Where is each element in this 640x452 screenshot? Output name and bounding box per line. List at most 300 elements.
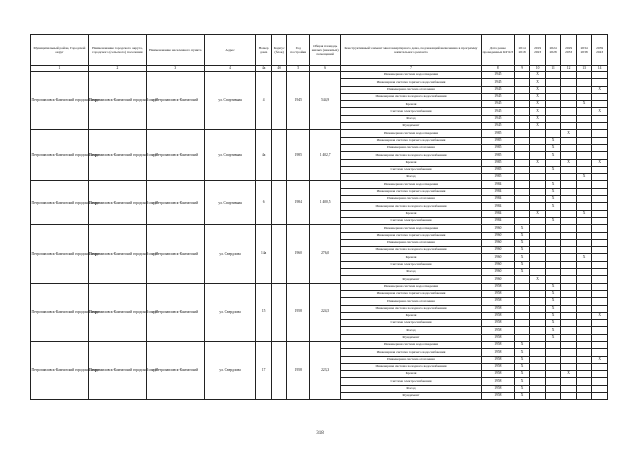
period-mark-cell: X bbox=[576, 210, 592, 217]
period-mark-cell bbox=[514, 188, 530, 195]
period-mark-cell bbox=[576, 166, 592, 173]
period-mark-cell bbox=[530, 349, 546, 356]
period-mark-cell bbox=[592, 72, 608, 79]
period-mark-cell bbox=[545, 261, 561, 268]
period-mark-cell: X bbox=[592, 312, 608, 319]
period-mark-cell bbox=[561, 349, 577, 356]
year-built-cell: 1960 bbox=[287, 225, 310, 283]
period-mark-cell bbox=[561, 341, 577, 348]
period-mark-cell bbox=[576, 159, 592, 166]
period-mark-cell bbox=[545, 101, 561, 108]
period-mark-cell bbox=[561, 86, 577, 93]
period-mark-cell: X bbox=[545, 203, 561, 210]
period-mark-cell bbox=[592, 320, 608, 327]
district-cell: Петропавловск-Камчатский городской округ bbox=[31, 130, 89, 181]
settlement-cell: Петропавловск-Камчатский городской округ bbox=[88, 341, 146, 399]
period-mark-cell: X bbox=[545, 334, 561, 341]
period-mark-cell bbox=[592, 371, 608, 378]
element-name-cell: Кровля bbox=[341, 371, 482, 378]
period-mark-cell bbox=[592, 225, 608, 232]
period-mark-cell bbox=[592, 79, 608, 86]
period-mark-cell: X bbox=[545, 312, 561, 319]
element-name-cell: Фундамент bbox=[341, 123, 482, 130]
period-mark-cell bbox=[530, 254, 546, 261]
period-mark-cell: X bbox=[530, 210, 546, 217]
period-mark-cell bbox=[530, 356, 546, 363]
house-number-cell: 4а bbox=[256, 130, 272, 181]
period-mark-cell: X bbox=[530, 276, 546, 283]
period-mark-cell bbox=[545, 393, 561, 400]
period-mark-cell bbox=[561, 385, 577, 392]
col-header: Наименование населенного пункта bbox=[146, 35, 204, 66]
period-mark-cell bbox=[545, 254, 561, 261]
period-mark-cell bbox=[576, 261, 592, 268]
prev-repair-date-cell: 1958 bbox=[481, 378, 514, 385]
area-cell: 544,9 bbox=[310, 72, 341, 130]
period-mark-cell bbox=[561, 188, 577, 195]
period-mark-cell bbox=[576, 298, 592, 305]
col-header: Муниципальный район, Городской округ bbox=[31, 35, 89, 66]
period-mark-cell bbox=[576, 123, 592, 130]
block-cell bbox=[271, 341, 287, 399]
table-row bbox=[31, 283, 608, 290]
period-mark-cell bbox=[592, 137, 608, 144]
period-mark-cell bbox=[530, 298, 546, 305]
period-mark-cell bbox=[545, 247, 561, 254]
prev-repair-date-cell: 1945 bbox=[481, 115, 514, 122]
period-mark-cell bbox=[514, 203, 530, 210]
period-mark-cell bbox=[514, 320, 530, 327]
prev-repair-date-cell: 1958 bbox=[481, 371, 514, 378]
period-mark-cell bbox=[561, 269, 577, 276]
period-mark-cell bbox=[545, 371, 561, 378]
col-number: 4 bbox=[204, 66, 256, 72]
prev-repair-date-cell: 1958 bbox=[481, 290, 514, 297]
prev-repair-date-cell: 1958 bbox=[481, 349, 514, 356]
period-mark-cell bbox=[561, 72, 577, 79]
prev-repair-date-cell: 1958 bbox=[481, 363, 514, 370]
period-mark-cell bbox=[561, 217, 577, 224]
element-name-cell: Инженерная система отопления bbox=[341, 239, 482, 246]
period-mark-cell: X bbox=[530, 101, 546, 108]
period-mark-cell: X bbox=[576, 101, 592, 108]
period-mark-cell bbox=[561, 181, 577, 188]
settlement-cell: Петропавловск-Камчатский городской округ bbox=[88, 130, 146, 181]
period-mark-cell bbox=[561, 393, 577, 400]
block-cell bbox=[271, 225, 287, 283]
period-mark-cell bbox=[592, 123, 608, 130]
element-name-cell: Система электроснабжения bbox=[341, 320, 482, 327]
year-built-cell: 1945 bbox=[287, 72, 310, 130]
period-mark-cell bbox=[514, 137, 530, 144]
period-mark-cell bbox=[576, 232, 592, 239]
period-mark-cell bbox=[514, 79, 530, 86]
period-mark-cell bbox=[561, 247, 577, 254]
period-mark-cell: X bbox=[530, 79, 546, 86]
prev-repair-date-cell: 1985 bbox=[481, 152, 514, 159]
prev-repair-date-cell: 1960 bbox=[481, 269, 514, 276]
period-mark-cell bbox=[561, 108, 577, 115]
prev-repair-date-cell: 1945 bbox=[481, 93, 514, 100]
element-name-cell: Инженерная система отопления bbox=[341, 298, 482, 305]
prev-repair-date-cell: 1958 bbox=[481, 327, 514, 334]
table-row bbox=[31, 225, 608, 232]
period-mark-cell bbox=[576, 334, 592, 341]
period-mark-cell bbox=[561, 152, 577, 159]
period-mark-cell bbox=[592, 152, 608, 159]
period-mark-cell bbox=[545, 115, 561, 122]
prev-repair-date-cell: 1958 bbox=[481, 334, 514, 341]
prev-repair-date-cell: 1958 bbox=[481, 320, 514, 327]
period-mark-cell bbox=[592, 144, 608, 151]
period-mark-cell bbox=[545, 130, 561, 137]
period-mark-cell bbox=[592, 166, 608, 173]
period-mark-cell bbox=[545, 159, 561, 166]
element-name-cell: Фасад bbox=[341, 115, 482, 122]
period-mark-cell bbox=[530, 166, 546, 173]
period-mark-cell bbox=[561, 196, 577, 203]
period-mark-cell bbox=[561, 93, 577, 100]
period-mark-cell: X bbox=[545, 320, 561, 327]
element-name-cell: Кровля bbox=[341, 254, 482, 261]
period-mark-cell bbox=[561, 378, 577, 385]
period-mark-cell: X bbox=[545, 137, 561, 144]
period-mark-cell bbox=[576, 378, 592, 385]
locality-cell: г. Петропавловск-Камчатский bbox=[146, 283, 204, 341]
period-mark-cell bbox=[592, 210, 608, 217]
prev-repair-date-cell: 1960 bbox=[481, 261, 514, 268]
period-mark-cell bbox=[592, 378, 608, 385]
header-row bbox=[31, 35, 608, 66]
period-mark-cell bbox=[530, 239, 546, 246]
period-mark-cell bbox=[514, 174, 530, 181]
period-mark-cell bbox=[530, 283, 546, 290]
period-mark-cell bbox=[576, 320, 592, 327]
element-name-cell: Инженерная система водоотведения bbox=[341, 130, 482, 137]
period-mark-cell bbox=[576, 393, 592, 400]
period-mark-cell bbox=[514, 130, 530, 137]
period-mark-cell bbox=[561, 320, 577, 327]
street-cell: ул. Свердлова bbox=[204, 283, 256, 341]
period-mark-cell: X bbox=[514, 269, 530, 276]
period-mark-cell bbox=[592, 232, 608, 239]
element-name-cell: Система электроснабжения bbox=[341, 217, 482, 224]
period-mark-cell bbox=[530, 305, 546, 312]
period-mark-cell bbox=[530, 174, 546, 181]
period-mark-cell: X bbox=[561, 130, 577, 137]
col-header: 2014 2018 bbox=[514, 35, 530, 66]
period-mark-cell bbox=[561, 276, 577, 283]
period-mark-cell bbox=[545, 239, 561, 246]
page-number: 318 bbox=[316, 431, 324, 436]
element-name-cell: Инженерная система горячего водоснабжения bbox=[341, 290, 482, 297]
element-name-cell: Инженерная система горячего водоснабжения bbox=[341, 188, 482, 195]
block-cell bbox=[271, 72, 287, 130]
period-mark-cell bbox=[576, 276, 592, 283]
period-mark-cell: X bbox=[545, 188, 561, 195]
period-mark-cell: X bbox=[545, 181, 561, 188]
period-mark-cell: X bbox=[592, 86, 608, 93]
prev-repair-date-cell: 1958 bbox=[481, 393, 514, 400]
col-header: Номер дома bbox=[256, 35, 272, 66]
period-mark-cell bbox=[561, 144, 577, 151]
element-name-cell: Фасад bbox=[341, 174, 482, 181]
street-cell: ул. Спортивная bbox=[204, 130, 256, 181]
element-name-cell: Система электроснабжения bbox=[341, 378, 482, 385]
col-header: 2029 2033 bbox=[561, 35, 577, 66]
period-mark-cell bbox=[530, 393, 546, 400]
period-mark-cell bbox=[576, 341, 592, 348]
period-mark-cell: X bbox=[530, 86, 546, 93]
col-number: 8 bbox=[481, 66, 514, 72]
period-mark-cell bbox=[592, 196, 608, 203]
period-mark-cell: X bbox=[514, 239, 530, 246]
element-name-cell: Фундамент bbox=[341, 334, 482, 341]
period-mark-cell bbox=[530, 247, 546, 254]
period-mark-cell: X bbox=[545, 152, 561, 159]
period-mark-cell bbox=[545, 232, 561, 239]
period-mark-cell bbox=[592, 188, 608, 195]
period-mark-cell: X bbox=[514, 378, 530, 385]
district-cell: Петропавловск-Камчатский городской округ bbox=[31, 72, 89, 130]
period-mark-cell bbox=[545, 123, 561, 130]
period-mark-cell bbox=[530, 152, 546, 159]
element-name-cell: Фундамент bbox=[341, 276, 482, 283]
district-cell: Петропавловск-Камчатский городской округ bbox=[31, 283, 89, 341]
period-mark-cell bbox=[545, 108, 561, 115]
settlement-cell: Петропавловск-Камчатский городской округ bbox=[88, 181, 146, 225]
period-mark-cell bbox=[530, 341, 546, 348]
period-mark-cell: X bbox=[592, 356, 608, 363]
col-number: 6 bbox=[310, 66, 341, 72]
col-number: 2 bbox=[88, 66, 146, 72]
col-header: Наименование городского округа, городского (сельского) поселения bbox=[88, 35, 146, 66]
period-mark-cell bbox=[530, 196, 546, 203]
locality-cell: г. Петропавловск-Камчатский bbox=[146, 72, 204, 130]
prev-repair-date-cell: 1985 bbox=[481, 159, 514, 166]
period-mark-cell: X bbox=[514, 341, 530, 348]
period-mark-cell: X bbox=[576, 254, 592, 261]
prev-repair-date-cell: 1945 bbox=[481, 72, 514, 79]
period-mark-cell: X bbox=[545, 217, 561, 224]
prev-repair-date-cell: 1960 bbox=[481, 247, 514, 254]
period-mark-cell bbox=[530, 217, 546, 224]
element-name-cell: Инженерная система горячего водоснабжения bbox=[341, 349, 482, 356]
prev-repair-date-cell: 1960 bbox=[481, 232, 514, 239]
period-mark-cell bbox=[576, 217, 592, 224]
settlement-cell: Петропавловск-Камчатский городской округ bbox=[88, 72, 146, 130]
street-cell: ул. Спортивная bbox=[204, 72, 256, 130]
period-mark-cell: X bbox=[530, 93, 546, 100]
period-mark-cell bbox=[576, 196, 592, 203]
period-mark-cell bbox=[545, 225, 561, 232]
year-built-cell: 1984 bbox=[287, 181, 310, 225]
period-mark-cell bbox=[576, 86, 592, 93]
period-mark-cell bbox=[576, 137, 592, 144]
prev-repair-date-cell: 1958 bbox=[481, 385, 514, 392]
prev-repair-date-cell: 1984 bbox=[481, 196, 514, 203]
period-mark-cell bbox=[561, 232, 577, 239]
prev-repair-date-cell: 1945 bbox=[481, 101, 514, 108]
period-mark-cell bbox=[530, 378, 546, 385]
period-mark-cell bbox=[514, 217, 530, 224]
prev-repair-date-cell: 1960 bbox=[481, 254, 514, 261]
period-mark-cell bbox=[530, 327, 546, 334]
period-mark-cell: X bbox=[514, 371, 530, 378]
period-mark-cell bbox=[514, 72, 530, 79]
period-mark-cell: X bbox=[545, 290, 561, 297]
district-cell: Петропавловск-Камчатский городской округ bbox=[31, 225, 89, 283]
year-built-cell: 1958 bbox=[287, 341, 310, 399]
period-mark-cell bbox=[576, 290, 592, 297]
settlement-cell: Петропавловск-Камчатский городской округ bbox=[88, 225, 146, 283]
period-mark-cell bbox=[561, 363, 577, 370]
prev-repair-date-cell: 1984 bbox=[481, 188, 514, 195]
period-mark-cell bbox=[592, 101, 608, 108]
period-mark-cell bbox=[514, 86, 530, 93]
period-mark-cell bbox=[592, 393, 608, 400]
element-name-cell: Фасад bbox=[341, 327, 482, 334]
period-mark-cell: X bbox=[514, 261, 530, 268]
period-mark-cell bbox=[576, 108, 592, 115]
period-mark-cell bbox=[545, 349, 561, 356]
period-mark-cell bbox=[561, 356, 577, 363]
period-mark-cell bbox=[530, 137, 546, 144]
locality-cell: г. Петропавловск-Камчатский bbox=[146, 130, 204, 181]
period-mark-cell: X bbox=[545, 298, 561, 305]
period-mark-cell bbox=[545, 93, 561, 100]
period-mark-cell bbox=[545, 356, 561, 363]
capital-repair-table bbox=[30, 34, 608, 400]
period-mark-cell bbox=[514, 283, 530, 290]
period-mark-cell bbox=[514, 196, 530, 203]
col-number: 1 bbox=[31, 66, 89, 72]
col-header: Общая площадь жилых (нежилых) помещений bbox=[310, 35, 341, 66]
period-mark-cell bbox=[592, 93, 608, 100]
period-mark-cell: X bbox=[576, 174, 592, 181]
period-mark-cell: X bbox=[514, 232, 530, 239]
period-mark-cell bbox=[530, 188, 546, 195]
prev-repair-date-cell: 1958 bbox=[481, 356, 514, 363]
period-mark-cell bbox=[561, 225, 577, 232]
period-mark-cell: X bbox=[545, 327, 561, 334]
period-mark-cell bbox=[561, 203, 577, 210]
col-header: 2039 2043 bbox=[592, 35, 608, 66]
col-header: 2024 2028 bbox=[545, 35, 561, 66]
col-header: Корпус (блок) bbox=[271, 35, 287, 66]
period-mark-cell bbox=[561, 123, 577, 130]
element-name-cell: Инженерная система водоотведения bbox=[341, 341, 482, 348]
period-mark-cell bbox=[576, 327, 592, 334]
period-mark-cell: X bbox=[561, 159, 577, 166]
prev-repair-date-cell: 1985 bbox=[481, 174, 514, 181]
period-mark-cell bbox=[561, 283, 577, 290]
prev-repair-date-cell: 1958 bbox=[481, 298, 514, 305]
table-body bbox=[31, 72, 608, 400]
element-name-cell: Инженерная система холодного водоснабжения bbox=[341, 305, 482, 312]
prev-repair-date-cell: 1985 bbox=[481, 166, 514, 173]
period-mark-cell bbox=[561, 334, 577, 341]
period-mark-cell: X bbox=[530, 108, 546, 115]
table-row bbox=[31, 181, 608, 188]
table-row bbox=[31, 130, 608, 137]
prev-repair-date-cell: 1945 bbox=[481, 79, 514, 86]
prev-repair-date-cell: 1985 bbox=[481, 137, 514, 144]
period-mark-cell bbox=[576, 188, 592, 195]
col-number: 7 bbox=[341, 66, 482, 72]
col-header: 2034 2038 bbox=[576, 35, 592, 66]
period-mark-cell bbox=[592, 298, 608, 305]
period-mark-cell bbox=[561, 305, 577, 312]
period-mark-cell bbox=[561, 312, 577, 319]
col-number: 3 bbox=[146, 66, 204, 72]
period-mark-cell bbox=[561, 166, 577, 173]
period-mark-cell: X bbox=[514, 356, 530, 363]
col-header: Дата ранее проведенных КР КЭ bbox=[481, 35, 514, 66]
period-mark-cell bbox=[592, 363, 608, 370]
period-mark-cell bbox=[592, 290, 608, 297]
prev-repair-date-cell: 1960 bbox=[481, 239, 514, 246]
period-mark-cell: X bbox=[514, 349, 530, 356]
element-name-cell: Кровля bbox=[341, 101, 482, 108]
year-built-cell: 1958 bbox=[287, 283, 310, 341]
element-name-cell: Система электроснабжения bbox=[341, 108, 482, 115]
period-mark-cell bbox=[514, 305, 530, 312]
period-mark-cell bbox=[514, 298, 530, 305]
period-mark-cell bbox=[592, 283, 608, 290]
period-mark-cell bbox=[592, 130, 608, 137]
block-cell bbox=[271, 130, 287, 181]
period-mark-cell: X bbox=[514, 225, 530, 232]
period-mark-cell bbox=[561, 254, 577, 261]
district-cell: Петропавловск-Камчатский городской округ bbox=[31, 181, 89, 225]
period-mark-cell bbox=[576, 203, 592, 210]
element-name-cell: Инженерная система горячего водоснабжения bbox=[341, 79, 482, 86]
element-name-cell: Инженерная система холодного водоснабжения bbox=[341, 93, 482, 100]
prev-repair-date-cell: 1960 bbox=[481, 276, 514, 283]
period-mark-cell bbox=[530, 181, 546, 188]
period-mark-cell: X bbox=[514, 393, 530, 400]
period-mark-cell bbox=[545, 210, 561, 217]
period-mark-cell bbox=[545, 378, 561, 385]
prev-repair-date-cell: 1985 bbox=[481, 130, 514, 137]
col-number: 13 bbox=[576, 66, 592, 72]
prev-repair-date-cell: 1984 bbox=[481, 203, 514, 210]
period-mark-cell bbox=[592, 203, 608, 210]
element-name-cell: Инженерная система водоотведения bbox=[341, 225, 482, 232]
prev-repair-date-cell: 1945 bbox=[481, 123, 514, 130]
period-mark-cell bbox=[514, 152, 530, 159]
period-mark-cell bbox=[592, 174, 608, 181]
col-number: 5 bbox=[287, 66, 310, 72]
period-mark-cell bbox=[561, 298, 577, 305]
period-mark-cell bbox=[576, 239, 592, 246]
settlement-cell: Петропавловск-Камчатский городской округ bbox=[88, 283, 146, 341]
period-mark-cell bbox=[592, 254, 608, 261]
col-number: 9 bbox=[514, 66, 530, 72]
period-mark-cell bbox=[576, 93, 592, 100]
element-name-cell: Инженерная система холодного водоснабжения bbox=[341, 363, 482, 370]
element-name-cell: Инженерная система горячего водоснабжения bbox=[341, 232, 482, 239]
period-mark-cell bbox=[530, 312, 546, 319]
area-cell: 1 402,7 bbox=[310, 130, 341, 181]
period-mark-cell bbox=[592, 385, 608, 392]
period-mark-cell bbox=[576, 144, 592, 151]
locality-cell: г. Петропавловск-Камчатский bbox=[146, 225, 204, 283]
period-mark-cell bbox=[576, 312, 592, 319]
element-name-cell: Фасад bbox=[341, 269, 482, 276]
prev-repair-date-cell: 1945 bbox=[481, 86, 514, 93]
